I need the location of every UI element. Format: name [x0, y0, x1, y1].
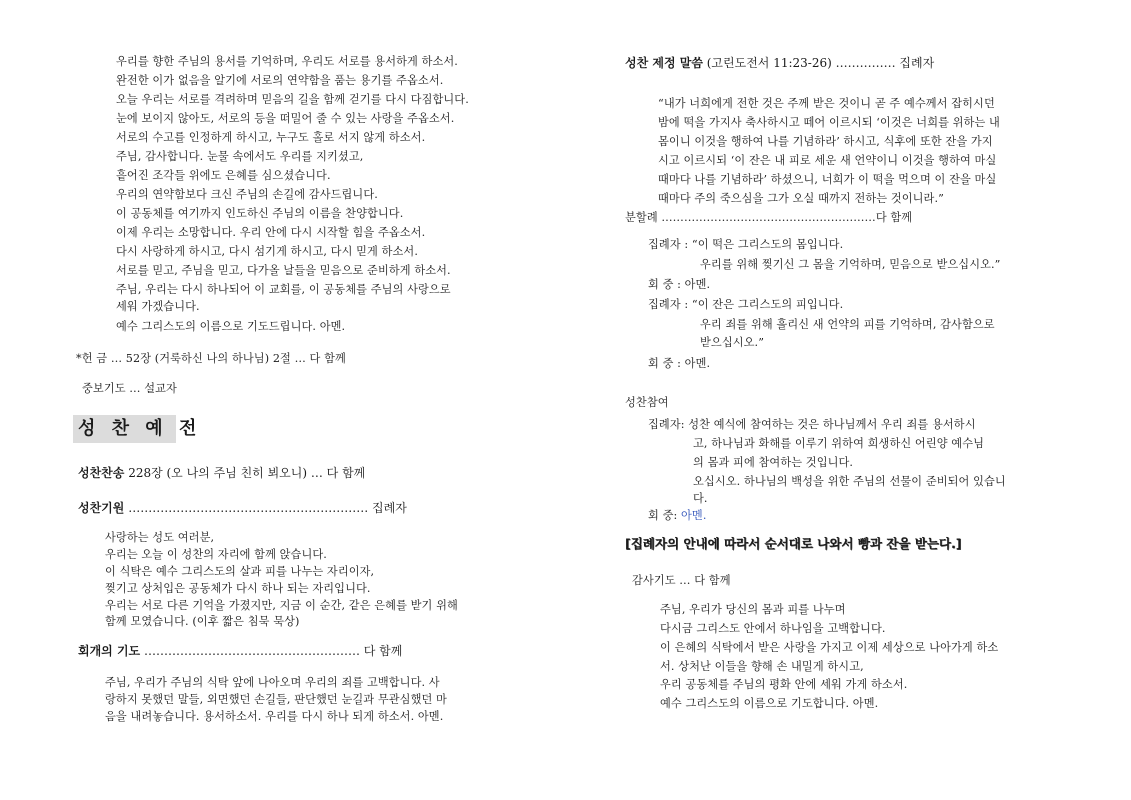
intercession-prayer: 중보기도 … 설교자	[82, 382, 177, 395]
participation-text: 의 몸과 피에 참여하는 것입니다.	[693, 456, 854, 469]
institution-reference: (고린도전서 11:23-26) …………… 집례자	[702, 56, 935, 70]
invocation-line: 사랑하는 성도 여러분,	[105, 531, 215, 544]
invocation-line: 우리는 오늘 이 성찬의 자리에 함께 앉습니다.	[105, 548, 327, 561]
prayer-line: 오늘 우리는 서로를 격려하며 믿음의 길을 함께 걷기를 다시 다짐합니다.	[116, 93, 469, 106]
distribution-text: 우리를 위해 찢기신 그 몸을 기억하며, 믿음으로 받으십시오.”	[700, 258, 1001, 271]
participation-response: 아멘.	[681, 509, 707, 522]
speaker-label: 회 중:	[648, 509, 681, 522]
distribution-text: 아멘.	[684, 357, 711, 370]
prayer-line: 눈에 보이지 않아도, 서로의 등을 떠밀어 줄 수 있는 사랑을 주옵소서.	[116, 112, 455, 125]
scripture-line: 밤에 떡을 가지사 축사하시고 떼어 이르시되 ‘이것은 너희를 위하는 내	[658, 116, 1000, 129]
repentance-line: 랑하지 못했던 말들, 외면했던 손길들, 판단했던 눈길과 무관심했던 마	[105, 693, 447, 706]
scripture-line: 때마다 주의 죽으심을 그가 오실 때까지 전하는 것이니라.”	[658, 192, 944, 205]
distribution-line	[700, 258, 1001, 272]
scripture-line: 때마다 나를 기념하라’ 하셨으니, 너희가 이 떡을 먹으며 이 잔을 마실	[658, 173, 997, 186]
repentance-detail: ……………………………………………… 다 함께	[140, 644, 403, 658]
distribution-text: “이 잔은 그리스도의 피입니다.	[691, 298, 844, 311]
participation-text: 다.	[693, 492, 708, 505]
scripture-line: “내가 너희에게 전한 것은 주께 받은 것이니 곧 주 예수께서 잡히시던	[658, 97, 995, 110]
thanksgiving-line: 우리 공동체를 주님의 평화 안에 세워 가게 하소서.	[660, 678, 908, 691]
participation-text: 성찬 예식에 참여하는 것은 하나님께서 우리 죄를 용서하시	[688, 418, 976, 431]
prayer-line: 주님, 우리는 다시 하나되어 이 교회를, 이 공동체를 주님의 사랑으로	[116, 283, 451, 296]
thanksgiving-line: 다시금 그리스도 안에서 하나임을 고백합니다.	[660, 622, 886, 635]
speaker-label: 집례자 :	[648, 298, 692, 311]
distribution-text: 아멘.	[684, 278, 711, 291]
thanksgiving-line: 예수 그리스도의 이름으로 기도합니다. 아멘.	[660, 697, 879, 710]
participation-line	[693, 492, 708, 506]
thanksgiving-line: 이 은혜의 식탁에서 받은 사랑을 가지고 이제 세상으로 나아가게 하소	[660, 641, 999, 654]
prayer-line: 우리를 향한 주님의 용서를 기억하며, 우리도 서로를 용서하게 하소서.	[116, 55, 458, 68]
communion-invocation-detail: …………………………………………………… 집례자	[124, 501, 407, 515]
prayer-line: 서로를 믿고, 주님을 믿고, 다가올 날들을 믿음으로 준비하게 하소서.	[116, 264, 451, 277]
repentance-line: 주님, 우리가 주님의 식탁 앞에 나아오며 우리의 죄를 고백합니다. 사	[105, 676, 440, 689]
prayer-line: 흩어진 조각들 위에도 은혜를 심으셨습니다.	[116, 169, 331, 182]
section-title: 성 찬 예 전	[78, 418, 202, 439]
participation-line	[648, 509, 706, 523]
scripture-line: 시고 이르시되 ‘이 잔은 내 피로 세운 새 언약이니 이것을 행하여 마실	[658, 154, 997, 167]
distribution-line	[648, 298, 843, 312]
distribution-text: “이 떡은 그리스도의 몸입니다.	[691, 238, 844, 251]
participation-line	[693, 456, 853, 470]
invocation-line: 함께 모였습니다. (이후 짧은 침묵 묵상)	[105, 615, 300, 628]
communion-hymn-title: 성찬찬송	[78, 466, 125, 480]
thanksgiving-heading: 감사기도 … 다 함께	[632, 574, 731, 587]
speaker-label: 회 중 :	[648, 278, 685, 291]
speaker-label: 집례자:	[648, 418, 689, 431]
prayer-line: 이제 우리는 소망합니다. 우리 안에 다시 시작할 힘을 주옵소서.	[116, 226, 426, 239]
thanksgiving-line: 주님, 우리가 당신의 몸과 피를 나누며	[660, 603, 846, 616]
scripture-line: 몸이니 이것을 행하여 나를 기념하라’ 하시고, 식후에 또한 잔을 가지	[658, 135, 993, 148]
speaker-label: 집례자 :	[648, 238, 692, 251]
distribution-line	[700, 336, 764, 350]
communion-invocation-title: 성찬기원	[78, 501, 125, 515]
prayer-line: 이 공동체를 여기까지 인도하신 주님의 이름을 찬양합니다.	[116, 207, 404, 220]
participation-line	[693, 475, 1006, 489]
invocation-line: 우리는 서로 다른 기억을 가졌지만, 지금 이 순간, 같은 은혜를 받기 위해	[105, 599, 458, 612]
prayer-line: 완전한 이가 없음을 알기에 서로의 연약함을 품는 용기를 주옵소서.	[116, 74, 444, 87]
repentance-line: 음을 내려놓습니다. 용서하소서. 우리를 다시 하나 되게 하소서. 아멘.	[105, 710, 444, 723]
communion-hymn-detail: 228장 (오 나의 주님 친히 뵈오니) … 다 함께	[124, 466, 366, 480]
distribution-line	[648, 278, 710, 292]
distribution-notice: [집례자의 안내에 따라서 순서대로 나와서 빵과 잔을 받는다.]	[625, 536, 962, 551]
communion-invocation	[78, 500, 407, 516]
distribution-line	[648, 357, 710, 371]
distribution-line	[700, 318, 995, 332]
participation-text: 고, 하나님과 화해를 이루기 위하여 희생하신 어린양 예수님	[693, 437, 985, 450]
participation-heading: 성찬참여	[625, 396, 669, 409]
invocation-line: 이 식탁은 예수 그리스도의 살과 피를 나누는 자리이자,	[105, 565, 375, 578]
distribution-heading: 분할례 …………………………………………………다 함께	[625, 211, 913, 224]
participation-line	[693, 437, 984, 451]
institution-title: 성찬 제정 말씀	[625, 56, 703, 70]
repentance-prayer	[78, 643, 402, 659]
communion-hymn	[78, 465, 365, 481]
participation-line	[648, 418, 976, 432]
distribution-text: 받으십시오.”	[700, 336, 765, 349]
prayer-line: 세워 가겠습니다.	[116, 300, 200, 313]
prayer-line: 주님, 감사합니다. 눈물 속에서도 우리를 지키셨고,	[116, 150, 364, 163]
thanksgiving-line: 서. 상처난 이들을 향해 손 내밀게 하시고,	[660, 660, 864, 673]
offering-hymn: *헌 금 … 52장 (거룩하신 나의 하나님) 2절 … 다 함께	[76, 352, 346, 365]
distribution-line	[648, 238, 843, 252]
prayer-line: 다시 사랑하게 하시고, 다시 섬기게 하시고, 다시 믿게 하소서.	[116, 245, 418, 258]
speaker-label: 회 중 :	[648, 357, 685, 370]
distribution-text: 우리 죄를 위해 흘리신 새 언약의 피를 기억하며, 감사함으로	[700, 318, 995, 331]
prayer-line: 서로의 수고를 인정하게 하시고, 누구도 홀로 서지 않게 하소서.	[116, 131, 426, 144]
prayer-line: 예수 그리스도의 이름으로 기도드립니다. 아멘.	[116, 320, 346, 333]
invocation-line: 찢기고 상처입은 공동체가 다시 하나 되는 자리입니다.	[105, 582, 371, 595]
prayer-line: 우리의 연약함보다 크신 주님의 손길에 감사드립니다.	[116, 188, 378, 201]
repentance-title: 회개의 기도	[78, 644, 141, 658]
institution-words	[625, 55, 934, 71]
participation-text: 오십시오. 하나님의 백성을 위한 주님의 선물이 준비되어 있습니	[693, 475, 1006, 488]
